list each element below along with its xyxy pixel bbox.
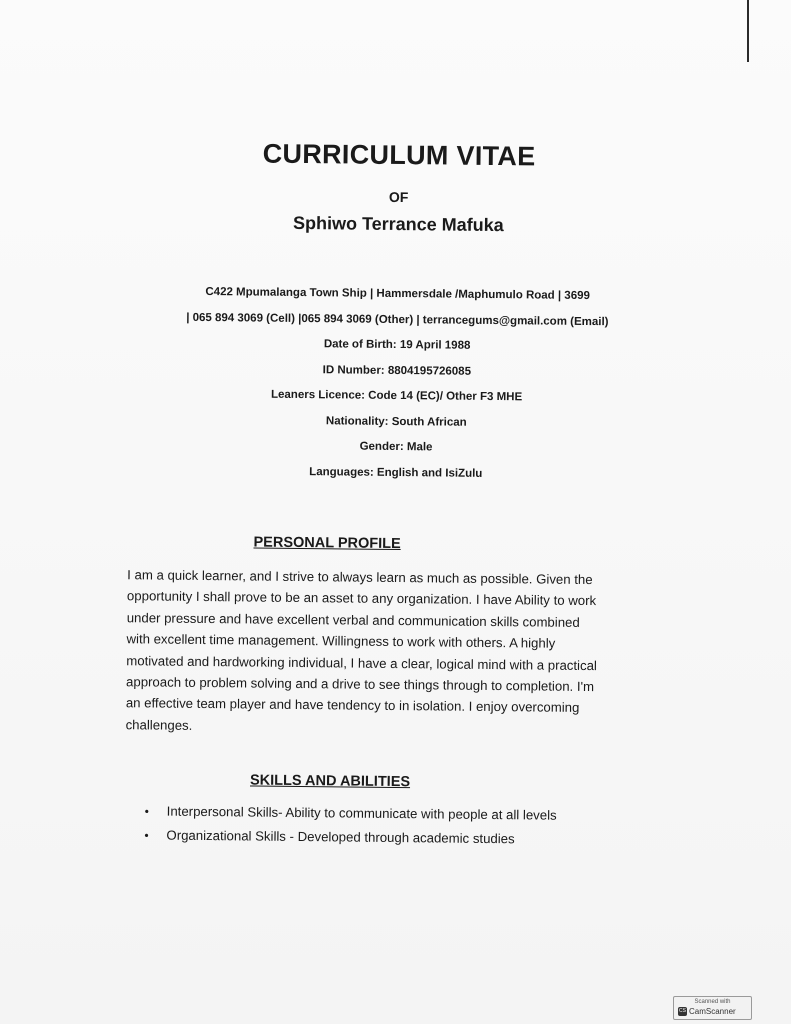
- list-item: [144, 823, 556, 851]
- profile-line: with excellent time management. Willingness to work with others. A highly: [126, 631, 556, 651]
- profile-line: an effective team player and have tendency to in isolation. I enjoy overcoming: [125, 695, 580, 716]
- date-of-birth: Date of Birth: 19 April 1988: [323, 338, 471, 352]
- licence: Leaners Licence: Code 14 (EC)/ Other F3 MHE: [270, 388, 523, 404]
- document-title: CURRICULUM VITAE: [262, 138, 536, 172]
- profile-line: I am a quick learner, and I strive to always learn as much as possible. Given the: [127, 567, 593, 588]
- page-edge-line: [747, 0, 749, 62]
- cv-document: [5, 0, 791, 847]
- profile-line: motivated and hardworking individual, I have a clear, logical mind with a practical: [126, 652, 597, 673]
- languages: Languages: English and IsiZulu: [309, 465, 483, 480]
- skills-list: [144, 799, 556, 851]
- profile-line: approach to problem solving and a drive to see things through to completion. I'm: [126, 674, 595, 695]
- bullet-icon: •: [144, 804, 150, 819]
- bullet-icon: •: [144, 828, 149, 843]
- camscanner-icon: CS: [679, 1008, 686, 1014]
- skill-text: Interpersonal Skills- Ability to communicate with people at all levels: [166, 803, 557, 823]
- profile-line: opportunity I shall prove to be an asset to any organization. I have Ability to work: [126, 588, 597, 609]
- gender: Gender: Male: [359, 440, 433, 454]
- address: C422 Mpumalanga Town Ship | Hammersdale /Maphumulo Road | 3699: [205, 286, 590, 303]
- id-number: ID Number: 8804195726085: [322, 363, 472, 378]
- profile-line: under pressure and have excellent verbal and communication skills combined: [126, 610, 580, 630]
- nationality: Nationality: South African: [325, 414, 467, 429]
- contact-details: [0, 278, 791, 490]
- personal-profile-heading: PERSONAL PROFILE: [253, 534, 401, 553]
- skills-heading: SKILLS AND ABILITIES: [249, 772, 411, 791]
- camscanner-badge: [673, 996, 752, 1020]
- skill-text: Organizational Skills - Developed through academic studies: [166, 827, 515, 847]
- personal-profile-text: [126, 564, 648, 741]
- camscanner-brand: CamScanner: [689, 1007, 736, 1016]
- phones-email: | 065 894 3069 (Cell) |065 894 3069 (Other) | terrancegums@gmail.com (Email): [186, 311, 609, 328]
- scanned-with-label: Scanned with: [694, 999, 731, 1005]
- title-of: OF: [388, 188, 409, 206]
- candidate-name: Sphiwo Terrance Mafuka: [292, 212, 504, 236]
- profile-line: challenges.: [125, 717, 193, 733]
